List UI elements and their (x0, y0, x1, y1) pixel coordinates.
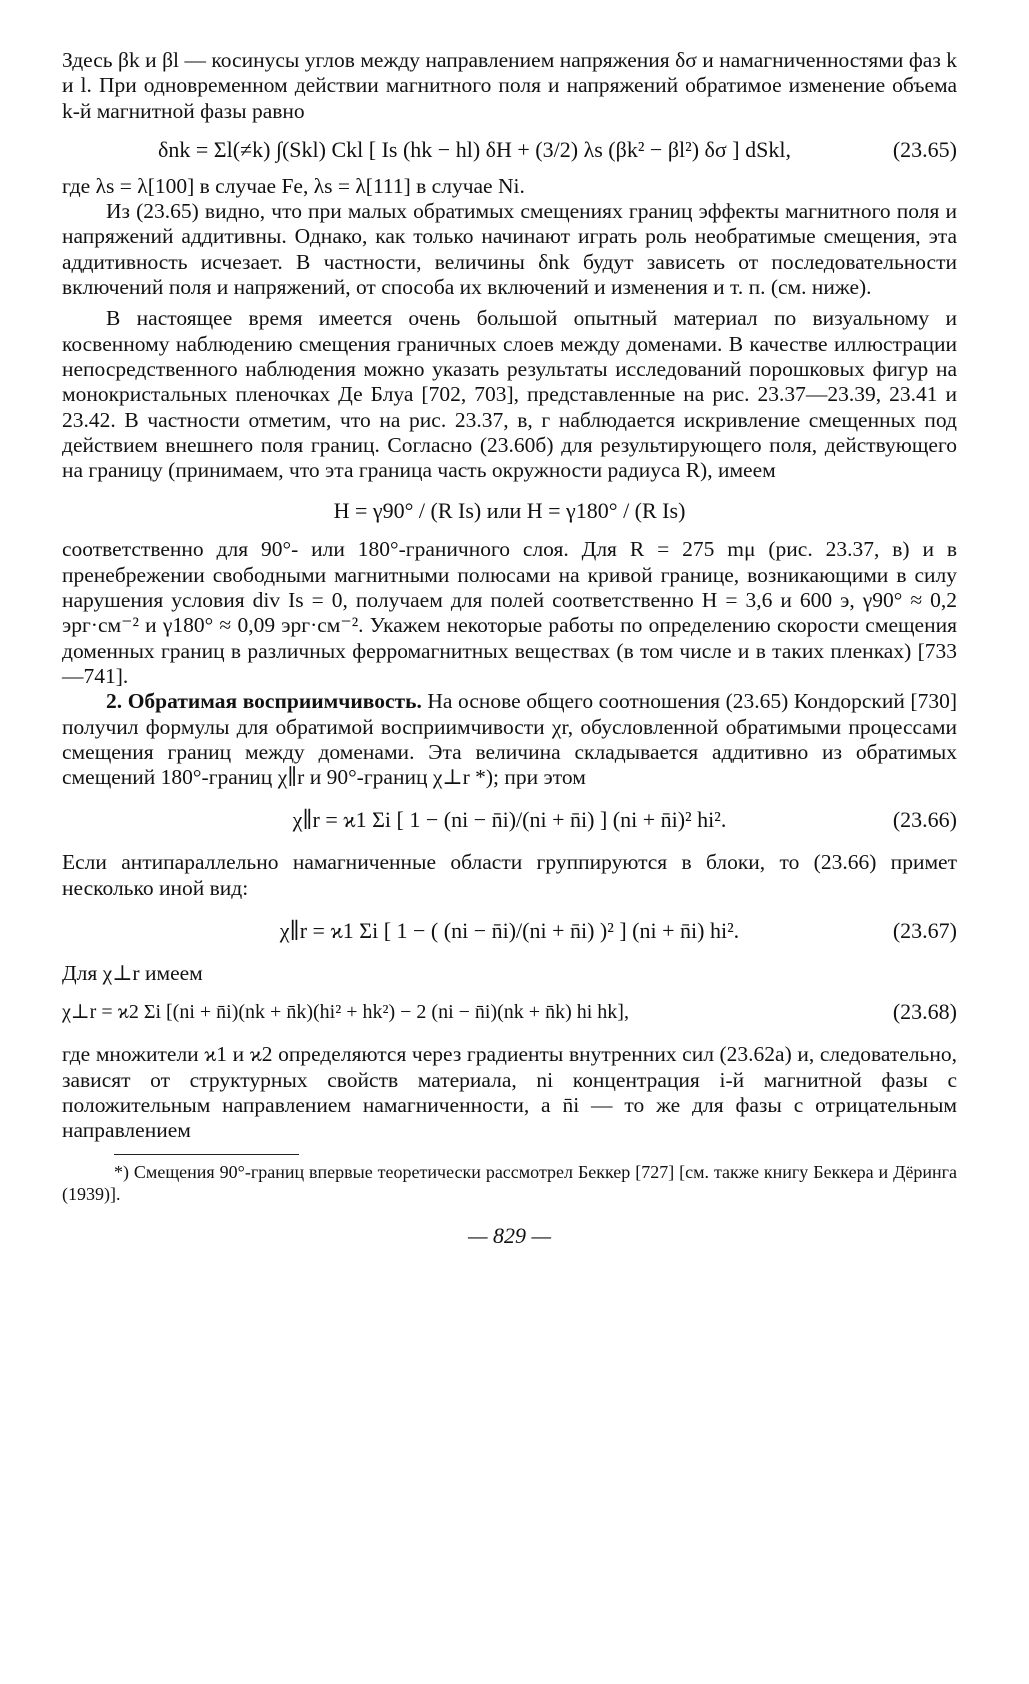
equation-number: (23.67) (892, 918, 957, 944)
equation-23-65-body: δnk = Σl(≠k) ∫(Skl) Ckl [ Is (hk − hl) δH + (3/2) λs (βk² − βl²) δσ ] dSkl, (158, 136, 791, 162)
footnote: *) Смещения 90°-границ впервые теоретически рассмотрел Беккер [727] [см. также книгу Беккера и Дёринга (1939)]. (62, 1161, 957, 1204)
paragraph-2: где λs = λ[100] в случае Fe, λs = λ[111] в случае Ni. (62, 173, 525, 198)
equation-field-relations (62, 497, 957, 525)
paragraph-7: Если антипараллельно намагниченные области группируются в блоки, то (23.66) примет несколько иной вид: (62, 850, 957, 900)
equation-field-relations-body: H = γ90° / (R Is) или H = γ180° / (R Is) (333, 498, 686, 524)
page-number: — 829 — (467, 1222, 552, 1248)
paragraph-8: Для χ⊥r имеем (62, 961, 203, 986)
equation-23-66-body: χ∥r = ϰ1 Σi [ 1 − (ni − n̄i)/(ni + n̄i) ] (ni + n̄i)² hi². (292, 807, 727, 833)
paragraph-6 (62, 689, 957, 790)
equation-23-66 (62, 806, 957, 834)
equation-number: (23.66) (892, 807, 957, 833)
paragraph-5: соответственно для 90°- или 180°-граничного слоя. Для R = 275 mμ (рис. 23.37, в) и в пренебрежении свободными магнитными полюсами на кривой границе, возникающими в силу нарушения условия div Is = 0, получаем для полей соответственно H = 3,6 и 600 э, γ90° ≈ 0,2 эрг·см⁻² и γ180° ≈ 0,09 эрг·см⁻². Укажем некоторые работы по определению скорости смещения доменных границ в различных ферромагнитных веществах (в том числе и в таких пленках) [733—741]. (62, 537, 957, 688)
paragraph-1: Здесь βk и βl — косинусы углов между направлением напряжения δσ и намагниченностями фаз k и l. При одновременном действии магнитного поля и напряжений обратимое изменение объема k-й магнитной фазы равно (62, 48, 957, 123)
paragraph-3: Из (23.65) видно, что при малых обратимых смещениях границ эффекты магнитного поля и напряжений аддитивны. Однако, как только начинают играть роль необратимые смещения, эта аддитивность исчезает. В частности, величины δnk будут зависеть от последовательности включений поля и напряжений, от способа их включений и изменения и т. п. (см. ниже). (62, 199, 957, 300)
paragraph-6-text: На основе общего соотношения (23.65) Кондорский [730] получил формулы для обратимой восприимчивости χr, обусловленной обратимыми процессами смещения границ между доменами. Эта величина складывается аддитивно из обратимых смещений 180°-границ χ∥r и 90°-границ χ⊥r *); при этом (62, 689, 957, 790)
equation-number: (23.68) (892, 999, 957, 1025)
equation-23-68-body: χ⊥r = ϰ2 Σi [(ni + n̄i)(nk + n̄k)(hi² + hk²) − 2 (ni − n̄i)(nk + n̄k) hi hk], (62, 1001, 629, 1024)
footnote-divider (114, 1154, 299, 1155)
page-content (62, 48, 957, 1249)
section-heading: 2. Обратимая восприимчивость. (106, 689, 422, 714)
paragraph-4: В настоящее время имеется очень большой опытный материал по визуальному и косвенному наблюдению смещения граничных слоев между доменами. В качестве иллюстрации непосредственного наблюдения можно указать результаты исследований порошковых фигур на монокристальных пленочках Де Блуа [702, 703], представленные на рис. 23.37—23.39, 23.41 и 23.42. В частности отметим, что на рис. 23.37, в, г наблюдается искривление смещенных под действием внешнего поля границ. Согласно (23.60б) для результирующего поля, действующего на границу (принимаем, что эта граница часть окружности радиуса R), имеем (62, 306, 957, 483)
equation-23-65 (62, 136, 957, 164)
equation-23-67-body: χ∥r = ϰ1 Σi [ 1 − ( (ni − n̄i)/(ni + n̄i) )² ] (ni + n̄i) hi². (279, 918, 740, 944)
paragraph-9: где множители ϰ1 и ϰ2 определяются через градиенты внутренних сил (23.62а) и, следовательно, зависят от структурных свойств материала, ni концентрация i-й магнитной фазы с положительным направлением намагниченности, а n̄i — то же для фазы с отрицательным направлением (62, 1042, 957, 1143)
equation-23-68 (62, 998, 957, 1026)
equation-23-67 (62, 917, 957, 945)
equation-number: (23.65) (892, 136, 957, 162)
